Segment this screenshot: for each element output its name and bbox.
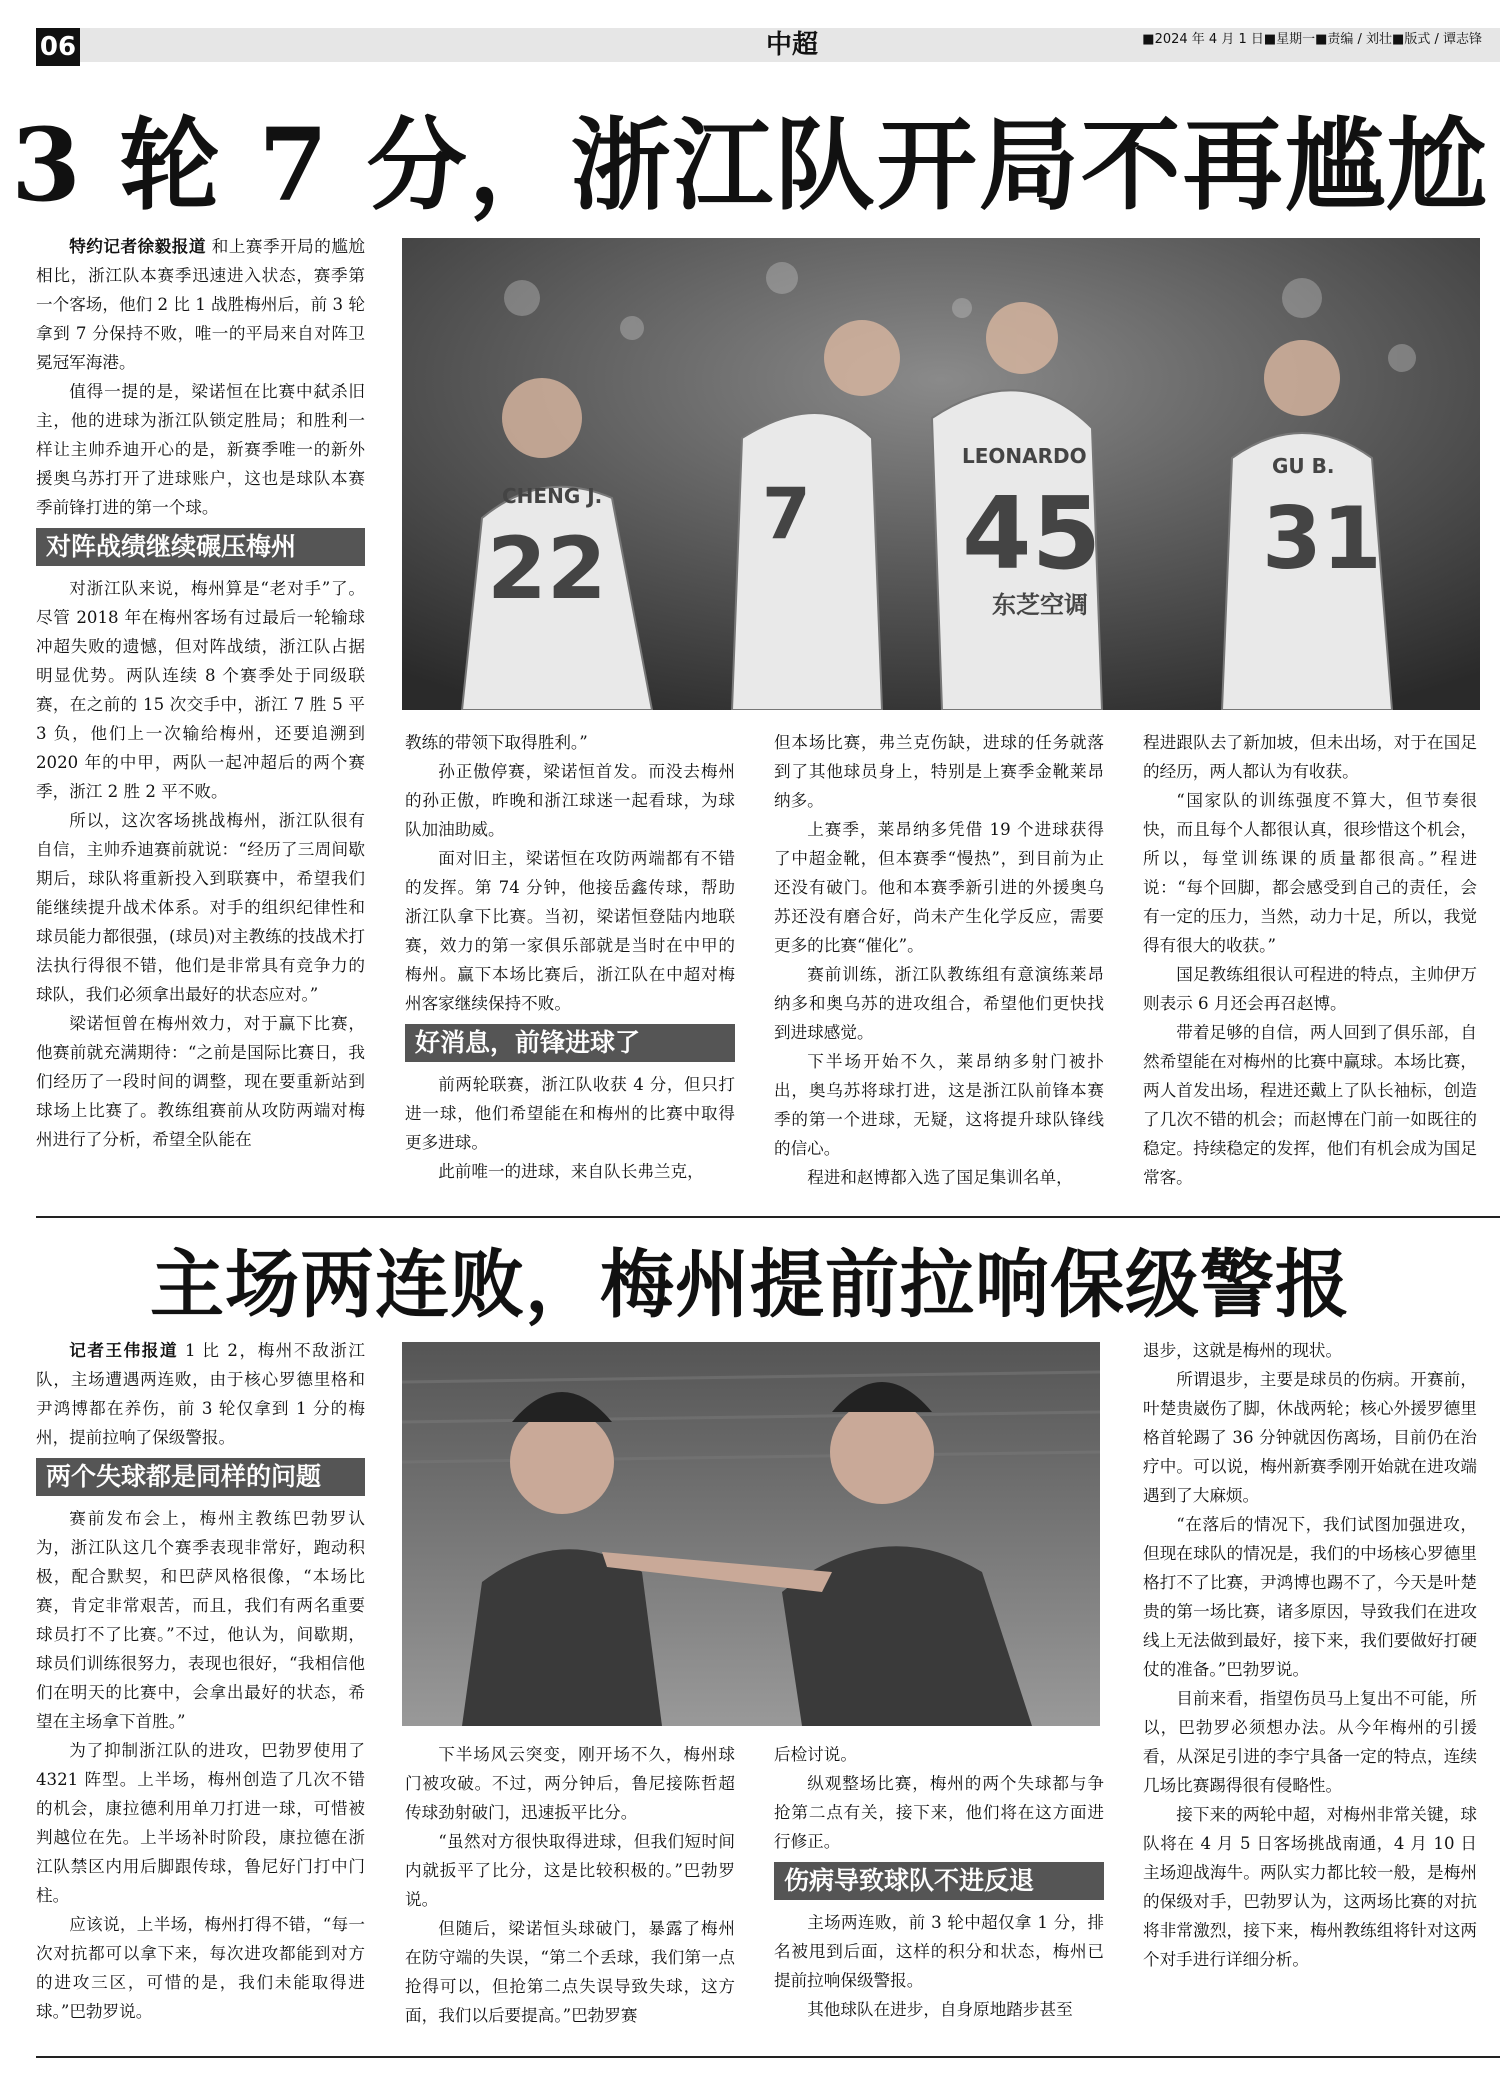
paragraph: 赛前发布会上，梅州主教练巴勃罗认为，浙江队这几个赛季表现非常好，跑动积极，配合默契，和巴萨风格很像，“本场比赛，肯定非常艰苦，而且，我们有两名重要球员打不了比赛。”不过，他认为，间歇期，球员们训练很努力，表现也很好，“我相信他们在明天的比赛中，会拿出最好的状态，希望在主场拿下首胜。” bbox=[36, 1509, 365, 1731]
paragraph: 前两轮联赛，浙江队收获 4 分，但只打进一球，他们希望能在和梅州的比赛中取得更多进球。 bbox=[405, 1075, 735, 1152]
paragraph: “虽然对方很快取得进球，但我们短时间内就扳平了比分，这是比较积极的。”巴勃罗说。 bbox=[405, 1832, 735, 1909]
paragraph: 下半场风云突变，刚开场不久，梅州球门被攻破。不过，两分钟后，鲁尼接陈哲超传球劲射破门，迅速扳平比分。 bbox=[405, 1745, 735, 1822]
article1-headline: 3 轮 7 分，浙江队开局不再尴尬 bbox=[11, 106, 1489, 224]
article2-column-2 bbox=[405, 1740, 735, 2030]
paragraph: 程进和赵博都入选了国足集训名单， bbox=[807, 1168, 1073, 1187]
paragraph: 赛前训练，浙江队教练组有意演练莱昂纳多和奥乌苏的进攻组合，希望他们更快找到进球感觉。 bbox=[774, 965, 1104, 1042]
paragraph: 梁诺恒曾在梅州效力，对于赢下比赛，他赛前就充满期待：“之前是国际比赛日，我们经历了一段时间的调整，现在要重新站到球场上比赛了。教练组赛前从攻防两端对梅州进行了分析，希望全队能在 bbox=[36, 1014, 365, 1149]
article1-lead: 和上赛季开局的尴尬相比，浙江队本赛季迅速进入状态，赛季第一个客场，他们 2 比 1 战胜梅州后，前 3 轮拿到 7 分保持不败，唯一的平局来自对阵卫冕冠军海港。 bbox=[36, 237, 366, 372]
article2-column-1 bbox=[36, 1336, 365, 2026]
section-name: 中超 bbox=[765, 30, 818, 60]
jersey-name-right: GU B. bbox=[1272, 454, 1335, 478]
paragraph: 其他球队在进步，自身原地踏步甚至 bbox=[807, 2000, 1073, 2019]
subheading: 两个失球都是同样的问题 bbox=[36, 1458, 365, 1496]
paragraph: “国家队的训练强度不算大，但节奏很快，而且每个人都很认真，很珍惜这个机会，所以，每堂训练课的质量都很高。”程进说：“每个回脚，都会感受到自己的责任，会有一定的压力，当然，动力十足，所以，我觉得有很大的收获。” bbox=[1143, 791, 1477, 955]
paragraph: 所谓退步，主要是球员的伤病。开赛前，叶楚贵崴伤了脚，休战两轮；核心外援罗德里格首轮踢了 36 分钟就因伤离场，目前仍在治疗中。可以说，梅州新赛季刚开始就在进攻端遇到了大麻烦。 bbox=[1143, 1370, 1477, 1505]
jersey-name-left: CHENG J. bbox=[502, 484, 603, 508]
paragraph: 国足教练组很认可程进的特点，主帅伊万则表示 6 月还会再召赵博。 bbox=[1143, 965, 1477, 1013]
article2-column-4 bbox=[1143, 1336, 1477, 1974]
article1-column-4 bbox=[1143, 728, 1477, 1192]
paragraph: 面对旧主，梁诺恒在攻防两端都有不错的发挥。第 74 分钟，他接岳鑫传球，帮助浙江队拿下比赛。当初，梁诺恒登陆内地联赛，效力的第一家俱乐部就是当时在中甲的梅州。赢下本场比赛后，浙江队在中超对梅州客家继续保持不败。 bbox=[405, 849, 735, 1013]
jersey-name-mid: LEONARDO bbox=[962, 444, 1087, 468]
paragraph: 但本场比赛，弗兰克伤缺，进球的任务就落到了其他球员身上，特别是上赛季金靴莱昂纳多。 bbox=[774, 733, 1104, 810]
paragraph: 孙正傲停赛，梁诺恒首发。而没去梅州的孙正傲，昨晚和浙江球迷一起看球，为球队加油助威。 bbox=[405, 762, 735, 839]
bottom-rule bbox=[36, 2056, 1500, 2058]
paragraph: 退步，这就是梅州的现状。 bbox=[1143, 1341, 1343, 1360]
article1-column-3 bbox=[774, 728, 1104, 1192]
paragraph: 接下来的两轮中超，对梅州非常关键，球队将在 4 月 5 日客场挑战南通，4 月 10 日主场迎战海牛。两队实力都比较一般，是梅州的保级对手，巴勃罗认为，这两场比赛的对抗将非常激烈，接下来，梅州教练组将针对这两个对手进行详细分析。 bbox=[1143, 1805, 1477, 1969]
article1-byline: 特约记者徐毅报道 bbox=[69, 236, 206, 256]
jersey-number-right: 31 bbox=[1262, 489, 1382, 589]
paragraph: 纵观整场比赛，梅州的两个失球都与争抢第二点有关，接下来，他们将在这方面进行修正。 bbox=[774, 1774, 1104, 1851]
subheading: 好消息，前锋进球了 bbox=[405, 1024, 735, 1062]
jersey-number-mid: 45 bbox=[962, 475, 1102, 592]
paragraph: 主场两连败，前 3 轮中超仅拿 1 分，排名被甩到后面，这样的积分和状态，梅州已提前拉响保级警报。 bbox=[774, 1913, 1104, 1990]
subheading: 对阵战绩继续碾压梅州 bbox=[36, 528, 365, 566]
paragraph: 应该说，上半场，梅州打得不错，“每一次对抗都可以拿下来，每次进攻都能到对方的进攻三区，可惜的是，我们未能取得进球。”巴勃罗说。 bbox=[36, 1915, 365, 2021]
paragraph: 教练的带领下取得胜利。” bbox=[405, 733, 588, 752]
paragraph: 上赛季，莱昂纳多凭借 19 个进球获得了中超金靴，但本赛季“慢热”，到目前为止还没有破门。他和本赛季新引进的外援奥乌苏还没有磨合好，尚未产生化学反应，需要更多的比赛“催化”。 bbox=[774, 820, 1104, 955]
paragraph: 对浙江队来说，梅州算是“老对手”了。尽管 2018 年在梅州客场有过最后一轮输球冲超失败的遗憾，但对阵战绩，浙江队占据明显优势。两队连续 8 个赛季处于同级联赛，在之前的 15 次交手中，浙江 7 胜 5 平 3 负，他们上一次输给梅州，还要追溯到 2020 年的中甲，两队一起冲超后的两个赛季，浙江 2 胜 2 平不败。 bbox=[36, 579, 365, 801]
sponsor-text: 东芝空调 bbox=[992, 591, 1088, 619]
article1-photo bbox=[402, 238, 1480, 710]
article2-headline: 主场两连败，梅州提前拉响保级警报 bbox=[150, 1242, 1350, 1328]
paragraph: 所以，这次客场挑战梅州，浙江队很有自信，主帅乔迪赛前就说：“经历了三周间歇期后，球队将重新投入到联赛中，希望我们能继续提升战术体系。对手的组织纪律性和球员能力都很强，(球员)对主教练的技战术打法执行得很不错，他们是非常具有竞争力的球队，我们必须拿出最好的状态应对。” bbox=[36, 811, 365, 1004]
jersey-number-left: 22 bbox=[487, 519, 607, 619]
paragraph: 为了抑制浙江队的进攻，巴勃罗使用了 4321 阵型。上半场，梅州创造了几次不错的机会，康拉德利用单刀打进一球，可惜被判越位在先。上半场补时阶段，康拉德在浙江队禁区内用后脚跟传球，鲁尼好门打中门柱。 bbox=[36, 1741, 365, 1905]
issue-meta: ■2024 年 4 月 1 日■星期一■责编 / 刘壮■版式 / 谭志锋 bbox=[1142, 32, 1482, 47]
article1-column-2 bbox=[405, 728, 735, 1186]
article2-byline: 记者王伟报道 bbox=[69, 1340, 179, 1360]
subheading: 伤病导致球队不进反退 bbox=[774, 1862, 1104, 1900]
paragraph: 程进跟队去了新加坡，但未出场，对于在国足的经历，两人都认为有收获。 bbox=[1143, 733, 1477, 781]
paragraph: 目前来看，指望伤员马上复出不可能，所以，巴勃罗必须想办法。从今年梅州的引援看，从深足引进的李宁具备一定的特点，连续几场比赛踢得很有侵略性。 bbox=[1143, 1689, 1477, 1795]
paragraph: 带着足够的自信，两人回到了俱乐部，自然希望能在对梅州的比赛中赢球。本场比赛，两人首发出场，程进还戴上了队长袖标，创造了几次不错的机会；而赵博在门前一如既往的稳定。持续稳定的发挥，他们有机会成为国足常客。 bbox=[1143, 1023, 1477, 1187]
paragraph: 下半场开始不久，莱昂纳多射门被扑出，奥乌苏将球打进，这是浙江队前锋本赛季的第一个进球，无疑，这将提升球队锋线的信心。 bbox=[774, 1052, 1104, 1158]
paragraph: 后检讨说。 bbox=[774, 1745, 857, 1764]
paragraph: “在落后的情况下，我们试图加强进攻，但现在球队的情况是，我们的中场核心罗德里格打不了比赛，尹鸿博也踢不了，今天是叶楚贵的第一场比赛，诸多原因，导致我们在进攻线上无法做到最好，接下来，我们要做好打硬仗的准备。”巴勃罗说。 bbox=[1143, 1515, 1477, 1679]
paragraph: 此前唯一的进球，来自队长弗兰克， bbox=[438, 1162, 704, 1181]
jersey-number-small: 7 bbox=[762, 473, 811, 555]
paragraph: 但随后，梁诺恒头球破门，暴露了梅州在防守端的失误，“第二个丢球，我们第一点抢得可以，但抢第二点失误导致失球，这方面，我们以后要提高。”巴勃罗赛 bbox=[405, 1919, 735, 2025]
article2-photo bbox=[402, 1342, 1100, 1726]
section-divider bbox=[36, 1216, 1500, 1218]
page-number: 06 bbox=[36, 28, 80, 66]
article1-column-1 bbox=[36, 232, 365, 1154]
paragraph: 值得一提的是，梁诺恒在比赛中弑杀旧主，他的进球为浙江队锁定胜局；和胜利一样让主帅乔迪开心的是，新赛季唯一的新外援奥乌苏打开了进球账户，这也是球队本赛季前锋打进的第一个球。 bbox=[36, 382, 365, 517]
article2-column-3 bbox=[774, 1740, 1104, 2024]
article2-lead: 1 比 2，梅州不敌浙江队，主场遭遇两连败，由于核心罗德里格和尹鸿博都在养伤，前 3 轮仅拿到 1 分的梅州，提前拉响了保级警报。 bbox=[36, 1341, 365, 1447]
